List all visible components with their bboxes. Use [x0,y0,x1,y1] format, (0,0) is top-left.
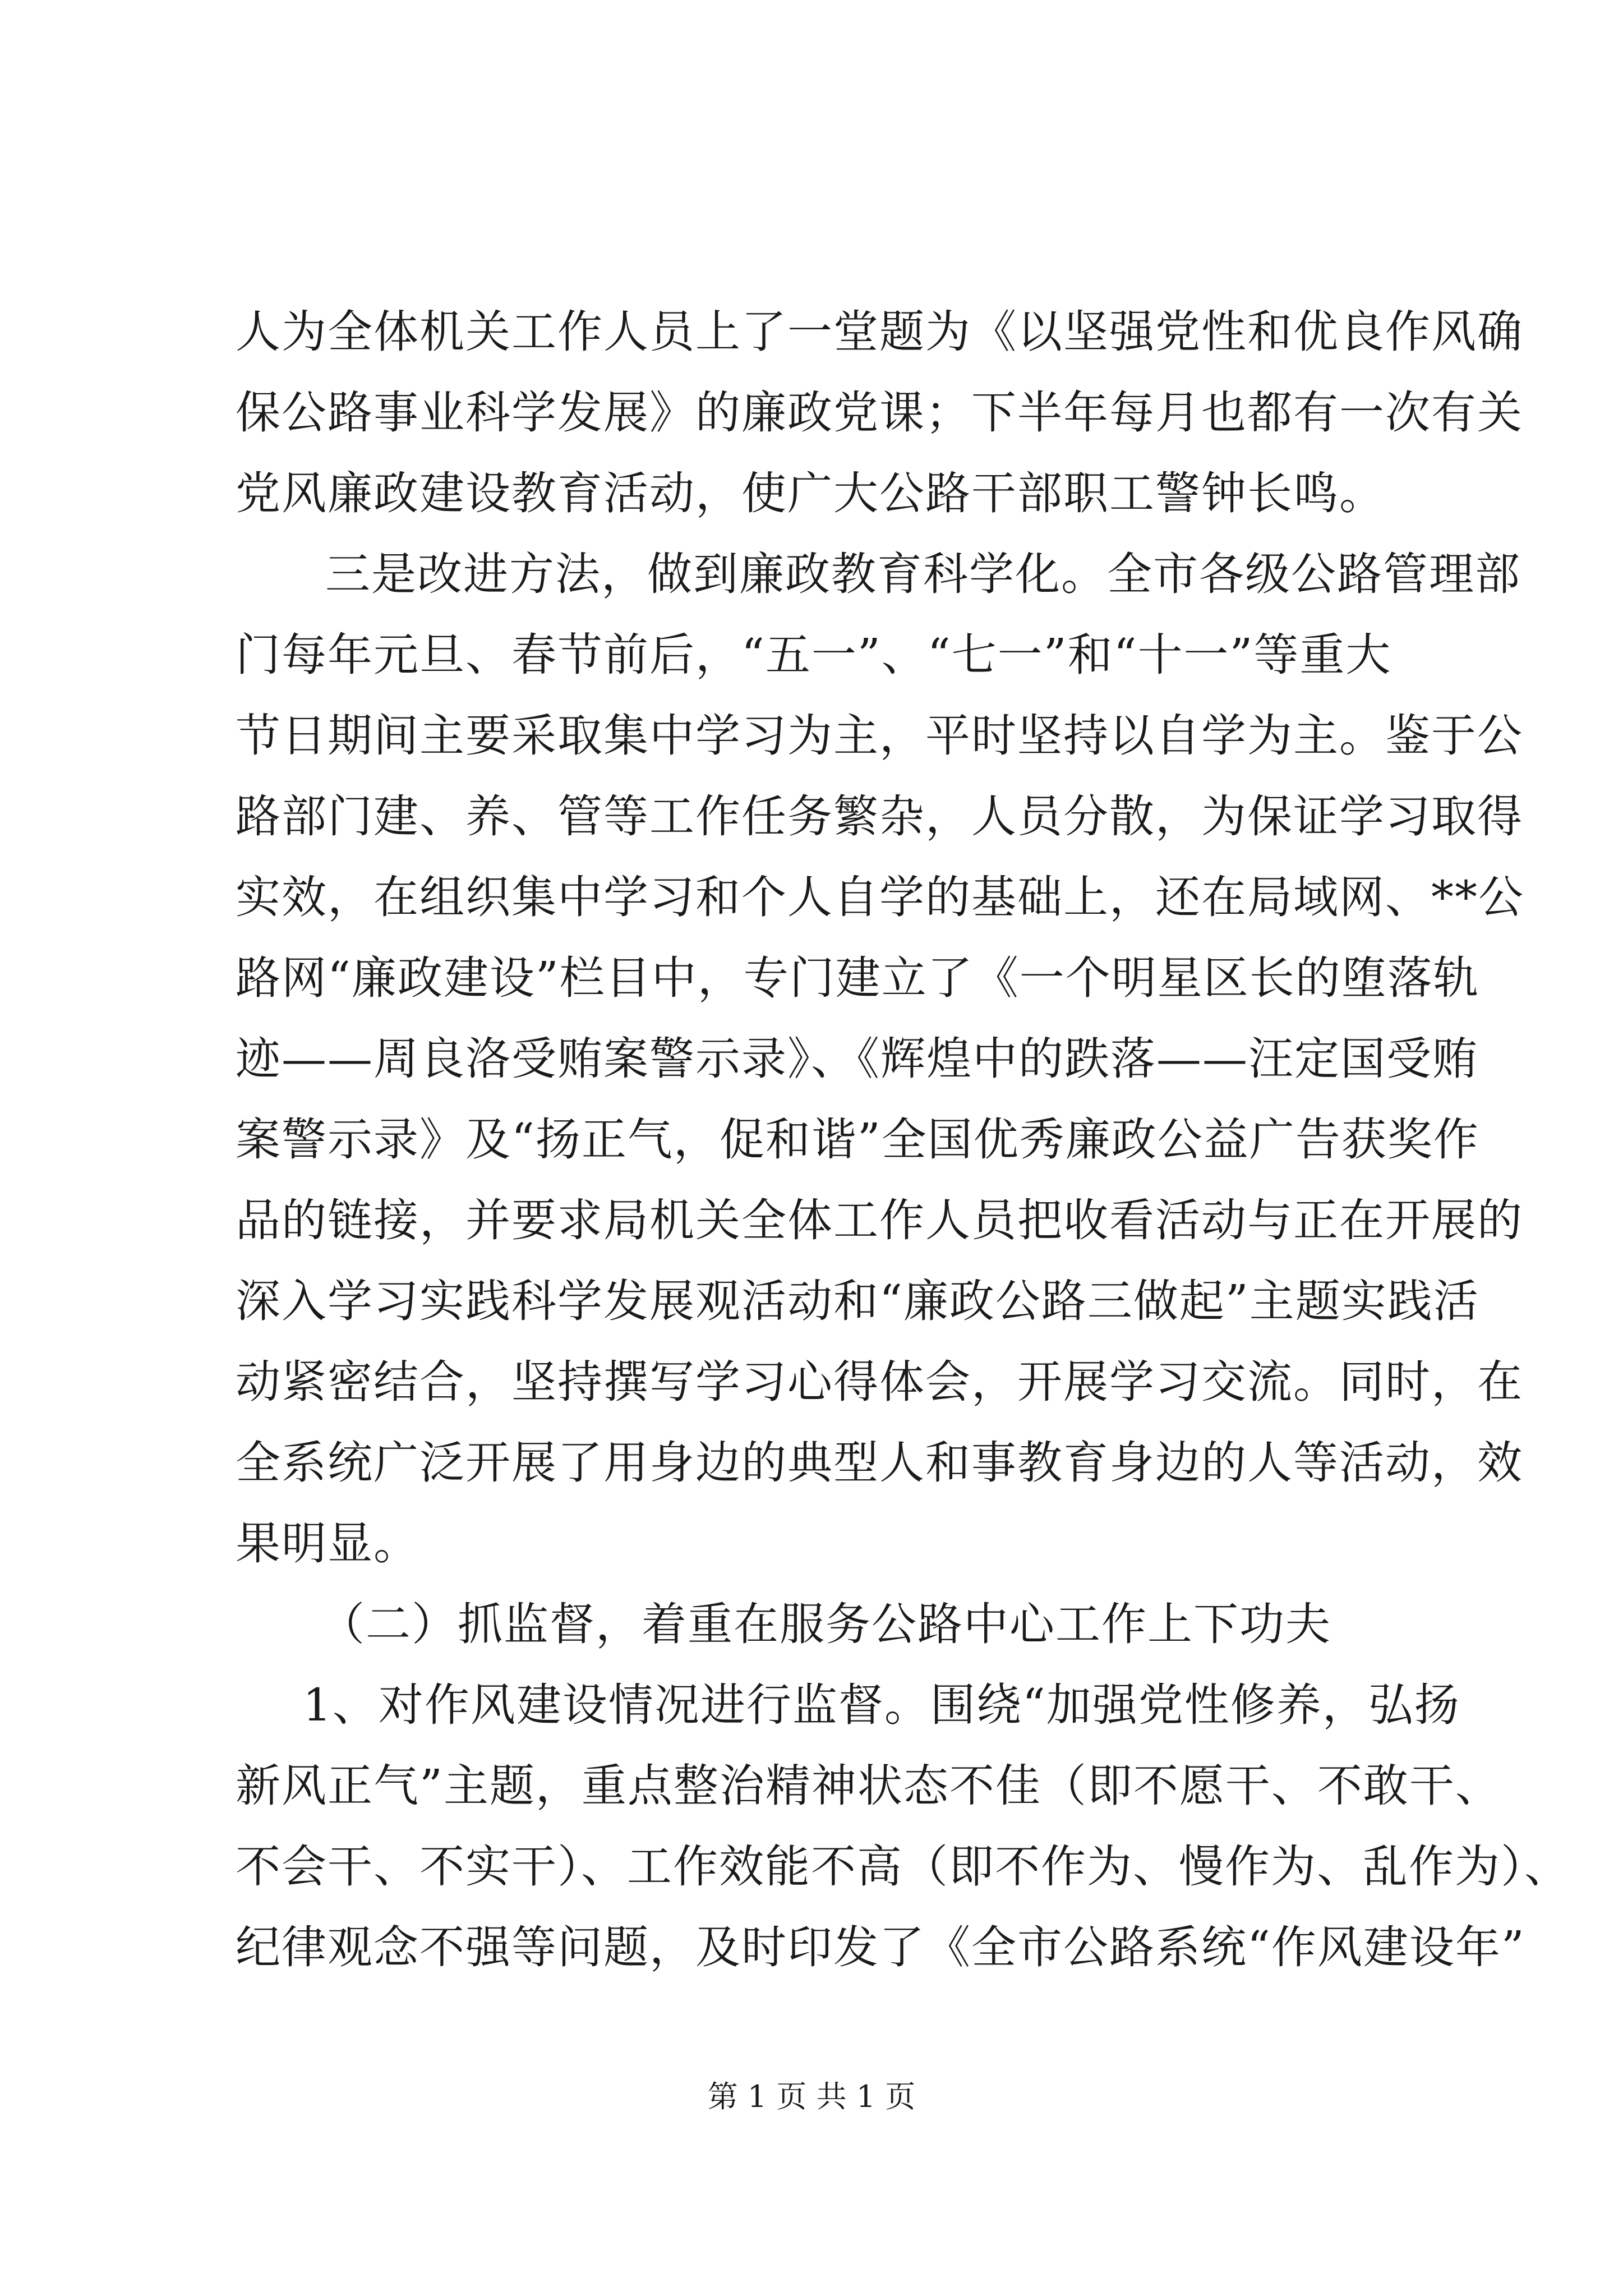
page-number-footer: 第 1 页 共 1 页 [707,2079,916,2114]
text-line: 深入学习实践科学发展观活动和“廉政公路三做起”主题实践活 [236,1275,1479,1327]
text-line: 动紧密结合，坚持撰写学习心得体会，开展学习交流。同时，在 [236,1356,1523,1408]
text-line: 路部门建、养、管等工作任务繁杂，人员分散，为保证学习取得 [236,790,1523,843]
document-body [236,292,1570,1988]
text-line: 实效，在组织集中学习和个人自学的基础上，还在局域网、**公 [236,871,1524,923]
text-line: 品的链接，并要求局机关全体工作人员把收看活动与正在开展的 [236,1194,1523,1246]
text-line: 果明显。 [236,1517,419,1570]
text-line: 新风正气”主题，重点整治精神状态不佳（即不愿干、不敢干、 [236,1760,1501,1812]
text-line: 迹——周良洛受贿案警示录》、《辉煌中的跌落——汪定国受贿 [236,1033,1478,1085]
text-line: 纪律观念不强等问题，及时印发了《全市公路系统“作风建设年” [236,1921,1525,1973]
text-line: 案警示录》及“扬正气，促和谐”全国优秀廉政公益广告获奖作 [236,1114,1479,1166]
paragraph-start-line: 1、对作风建设情况进行监督。围绕“加强党性修养，弘扬 [303,1679,1460,1731]
text-line: 不会干、不实干）、工作效能不高（即不作为、慢作为、乱作为）、 [236,1841,1570,1893]
text-line: 保公路事业科学发展》的廉政党课；下半年每月也都有一次有关 [236,386,1523,439]
text-line: 路网“廉政建设”栏目中，专门建立了《一个明星区长的堕落轨 [236,952,1479,1004]
text-line: 党风廉政建设教育活动，使广大公路干部职工警钟长鸣。 [236,467,1385,519]
text-line: 全系统广泛开展了用身边的典型人和事教育身边的人等活动，效 [236,1437,1523,1489]
text-line: 节日期间主要采取集中学习为主，平时坚持以自学为主。鉴于公 [236,710,1523,762]
text-line: 人为全体机关工作人员上了一堂题为《以坚强党性和优良作风确 [236,306,1523,358]
section-heading: （二）抓监督，着重在服务公路中心工作上下功夫 [320,1598,1331,1650]
paragraph-start-line: 三是改进方法，做到廉政教育科学化。全市各级公路管理部 [325,548,1521,600]
text-line: 门每年元旦、春节前后，“五一”、“七一”和“十一”等重大 [236,629,1392,681]
